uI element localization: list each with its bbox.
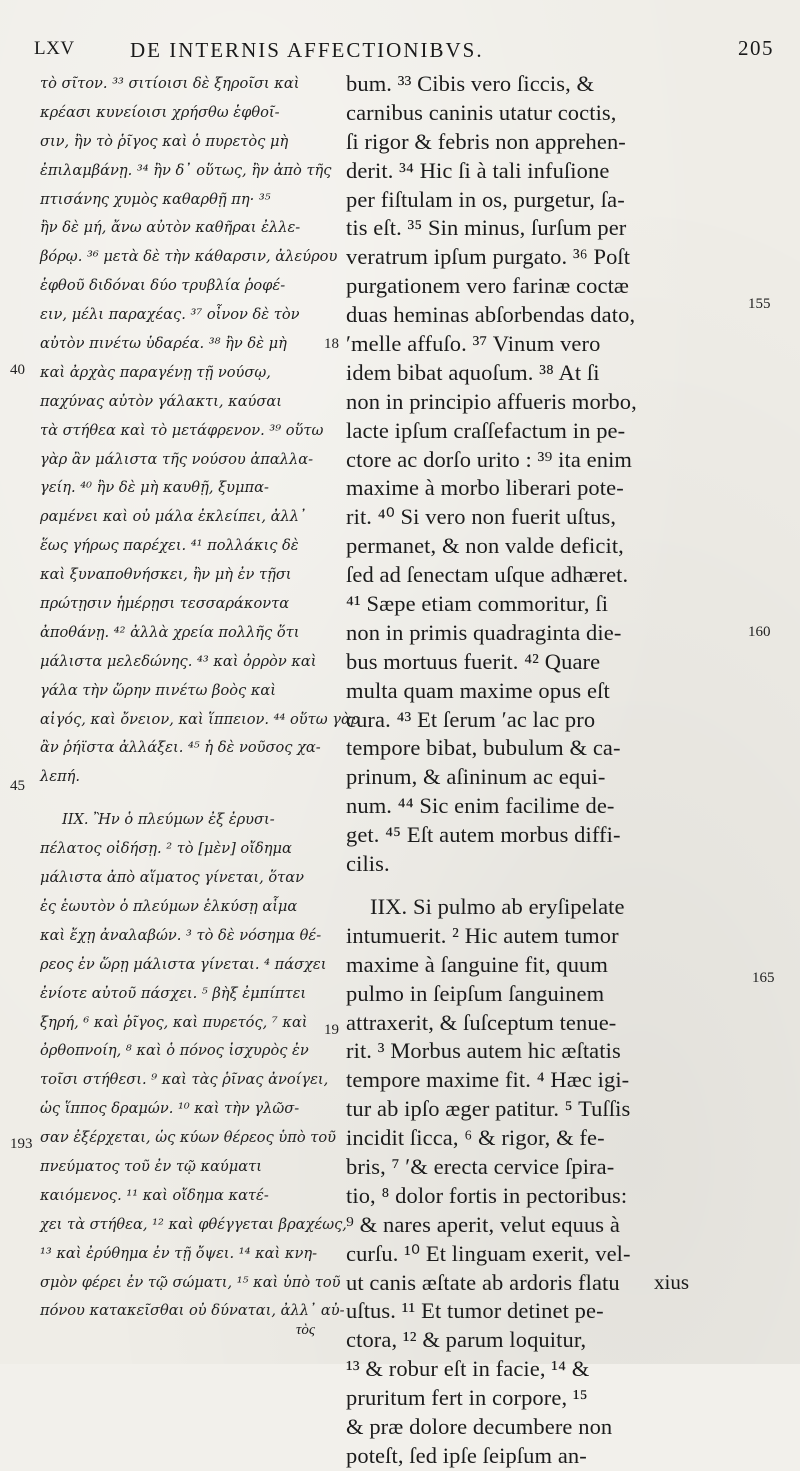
text-line: ſed ad ſenectam uſque adhæret. [346,562,629,588]
text-line: τὰ στήθεα καὶ τὸ μετάφρενον. ³⁹ οὕτω [40,421,324,439]
text-line: μάλιστα ἀπὸ αἵματος γίνεται, ὅταν [40,869,304,887]
text-line: βόρῳ. ³⁶ μετὰ δὲ τὴν κάθαρσιν, ἀλεύρου [40,248,338,266]
text-line: cura. ⁴³ Et ſerum ʹac lac pro [346,706,596,732]
text-line: get. ⁴⁵ Eſt autem morbus diffi- [346,822,621,848]
text-line: λεπή. [40,768,81,786]
text-line: carnibus caninis utatur coctis, [346,99,617,125]
text-line: per fiſtulam in os, purgetur, ſa- [346,186,625,212]
text-line: ʹmelle affuſo. ³⁷ Vinum vero [346,331,601,357]
text-line: bum. ³³ Cibis vero ſiccis, & [346,71,595,96]
text-line: ἐπιλαμβάνῃ. ³⁴ ἢν δ᾽ οὕτως, ἢν ἀπὸ τῆς [40,161,332,179]
text-line: πνεύματος τοῦ ἐν τῷ καύματι [40,1157,262,1175]
text-line: attraxerit, & ſuſceptum tenue- [346,1009,617,1035]
text-line: τοῖσι στήθεσι. ⁹ καὶ τὰς ῥῖνας ἀνοίγει, [40,1071,329,1089]
text-line: γείη. ⁴⁰ ἢν δὲ μὴ καυθῇ, ξυμπα- [40,479,269,497]
margin-line-number: 193 [10,1136,33,1152]
text-line: tur ab ipſo æger patitur. ⁵ Tuſſis [346,1096,631,1122]
text-line: γάλα τὴν ὥρην πινέτω βοὸς καὶ [40,681,276,699]
page-number: 205 [738,36,774,60]
greek-section-66 [40,806,347,1326]
text-line: non in primis quadraginta die- [346,619,622,645]
text-line: πέλατος οἰδήσῃ. ² τὸ [μὲν] οἴδημα [40,840,292,858]
text-line: veratrum ipſum purgato. ³⁶ Poſt [346,244,631,270]
text-line: ἐνίοτε αὐτοῦ πάσχει. ⁵ βὴξ ἐμπίπτει [40,984,307,1002]
text-line: ſi rigor & febris non apprehen- [346,128,626,154]
text-line: maxime à ſanguine fit, quum [346,951,609,977]
text-line: purgationem vero farinæ coctæ [346,273,630,299]
text-line: tempore maxime fit. ⁴ Hæc igi- [346,1067,630,1093]
text-line: idem bibat aquoſum. ³⁸ At ſi [346,359,600,385]
text-line: tis eſt. ³⁵ Sin minus, ſurſum per [346,215,627,241]
text-line: σαν ἐξέρχεται, ὡς κύων θέρεος ὑπὸ τοῦ [40,1129,337,1147]
text-line: tio, ⁸ dolor fortis in pectoribus: [346,1182,628,1208]
text-line: derit. ³⁴ Hic ſi à tali infuſione [346,157,610,183]
text-line: pulmo in ſeipſum ſanguinem [346,980,605,1006]
text-line: tempore bibat, bubulum & ca- [346,735,621,761]
margin-line-number: 45 [10,778,25,794]
text-line: ἂν ῥήϊστα ἀλλάξει. ⁴⁵ ἡ δὲ νοῦσος χα- [40,739,321,757]
text-line: bris, ⁷ ʹ& erecta cervice ſpira- [346,1153,615,1179]
text-line: ut canis æſtate ab ardoris flatu [346,1269,620,1295]
margin-line-number: 19 [324,1022,339,1038]
text-line: ctora, ¹² & parum loquitur, [346,1327,587,1353]
margin-line-number: 160 [748,624,771,640]
margin-line-number: 165 [752,970,775,986]
text-line: ¹³ & robur eſt in facie, ¹⁴ & [346,1356,590,1382]
latin-catchword: xius [654,1270,690,1294]
text-line: ὡς ἵππος δραμών. ¹⁰ καὶ τὴν γλῶσ- [40,1100,300,1118]
text-line: ⁴¹ Sæpe etiam commoritur, ſi [346,591,609,617]
greek-section-65 [40,70,360,792]
text-line: ξηρή, ⁶ καὶ ῥῖγος, καὶ πυρετός, ⁷ καὶ [40,1013,308,1031]
section-gap [346,879,698,893]
text-line: ειν, μέλι παραχέας. ³⁷ οἶνον δὲ τὸν [40,306,300,324]
text-line: σιν, ἢν τὸ ῥῖγος καὶ ὁ πυρετὸς μὴ [40,132,289,150]
page-title: DE INTERNIS AFFECTIONIBVS. [130,38,484,62]
text-line: τὸ σῖτον. ³³ σιτίοισι δὲ ξηροῖσι καὶ [40,75,300,92]
text-line: IIX. Si pulmo ab eryſipelate [370,893,625,919]
latin-section-66 [346,893,698,1471]
text-line: σμὸν φέρει ἐν τῷ σώματι, ¹⁵ καὶ ὑπὸ τοῦ [40,1273,341,1291]
text-line: πτισάνης χυμὸς καθαρθῇ πη· ³⁵ [40,190,271,208]
chapter-numeral: LXV [34,38,75,59]
text-line: ἢν δὲ μή, ἄνω αὐτὸν καθῆραι ἐλλε- [40,219,301,237]
text-line: ¹³ καὶ ἐρύθημα ἐν τῇ ὄψει. ¹⁴ καὶ κνη- [40,1244,318,1262]
text-line: ἀποθάνῃ. ⁴² ἀλλὰ χρεία πολλῆς ὅτι [40,623,300,641]
text-line: duas heminas abſorbendas dato, [346,302,636,328]
running-head [34,38,774,68]
section-gap [40,792,332,806]
text-line: prinum, & aſininum ac equi- [346,764,606,790]
text-line: καὶ ἔχῃ ἀναλαβών. ³ τὸ δὲ νόσημα θέ- [40,926,322,944]
text-line: incidit ſicca, ⁶ & rigor, & fe- [346,1125,605,1151]
text-line: poteſt, ſed ipſe ſeipſum an- [346,1442,587,1468]
text-line: & præ dolore decumbere non [346,1413,613,1439]
text-line: γὰρ ἂν μάλιστα τῆς νούσου ἀπαλλα- [40,450,314,468]
text-line: maxime à morbo liberari pote- [346,475,624,501]
text-line: ⁹ & nares aperit, velut equus à [346,1211,620,1237]
text-line: pruritum fert in corpore, ¹⁵ [346,1385,588,1411]
text-line: χει τὰ στήθεα, ¹² καὶ φθέγγεται βραχέως, [40,1215,347,1233]
text-line: lacte ipſum craſſefactum in pe- [346,417,626,443]
text-line: πρώτῃσιν ἡμέρῃσι τεσσαράκοντα [40,595,290,613]
text-line: μάλιστα μελεδώνης. ⁴³ καὶ ὀρρὸν καὶ [40,652,317,670]
text-line: κρέασι κυνείοισι χρήσθω ἑφθοῖ- [40,103,280,121]
text-line: bus mortuus fuerit. ⁴² Quare [346,648,601,674]
text-line: ἑφθοῦ διδόναι δύο τρυβλία ῥοφέ- [40,277,286,295]
text-line: curſu. ¹⁰ Et linguam exerit, vel- [346,1240,631,1266]
text-line: καὶ ξυναποθνήσκει, ἢν μὴ ἐν τῇσι [40,566,292,584]
text-line: ἕως γήρως παρέχει. ⁴¹ πολλάκις δὲ [40,537,299,555]
text-line: cilis. [346,851,390,877]
text-line: ΙΙΧ. Ἢν ὁ πλεύμων ἐξ ἐρυσι- [62,811,275,829]
greek-catchword: τὸς [296,1322,315,1338]
margin-line-number: 18 [324,336,339,352]
text-line: permanet, & non valde deficit, [346,533,624,559]
margin-line-number: 40 [10,362,25,378]
text-line: uſtus. ¹¹ Et tumor detinet pe- [346,1298,604,1324]
text-line: παχύνας αὐτὸν γάλακτι, καύσαι [40,392,282,410]
text-line: rit. ⁴⁰ Si vero non fuerit uſtus, [346,504,617,530]
text-line: multa quam maxime opus eſt [346,677,610,703]
greek-column [40,70,360,1326]
text-line: καὶ ἀρχὰς παραγένῃ τῇ νούσῳ, [40,363,271,381]
text-line: ἐς ἑωυτὸν ὁ πλεύμων ἑλκύσῃ αἷμα [40,897,298,915]
text-line: αἰγός, καὶ ὄνειον, καὶ ἵππειον. ⁴⁴ οὕτω γὰρ [40,710,360,728]
text-line: ρεος ἐν ὥρῃ μάλιστα γίνεται. ⁴ πάσχει [40,955,327,973]
text-line: non in principio affueris morbo, [346,388,637,414]
text-line: καιόμενος. ¹¹ καὶ οἴδημα κατέ- [40,1186,269,1204]
text-line: num. ⁴⁴ Sic enim facilime de- [346,793,615,819]
text-line: πόνου κατακεῖσθαι οὐ δύναται, ἀλλ᾽ αὐ- [40,1302,345,1320]
text-line: αὐτὸν πινέτω ὑδαρέα. ³⁸ ἢν δὲ μὴ [40,335,287,353]
latin-column [346,70,698,1471]
latin-section-65 [346,70,698,879]
text-line: ὀρθοπνοίη, ⁸ καὶ ὁ πόνος ἰσχυρὸς ἐν [40,1042,309,1060]
text-line: ctore ac dorſo urito : ³⁹ ita enim [346,446,633,472]
text-line: ραμένει καὶ οὐ μάλα ἐκλείπει, ἀλλ᾽ [40,508,307,526]
text-line: rit. ³ Morbus autem hic æſtatis [346,1038,621,1064]
text-line: intumuerit. ² Hic autem tumor [346,922,619,948]
margin-line-number: 155 [748,296,771,312]
